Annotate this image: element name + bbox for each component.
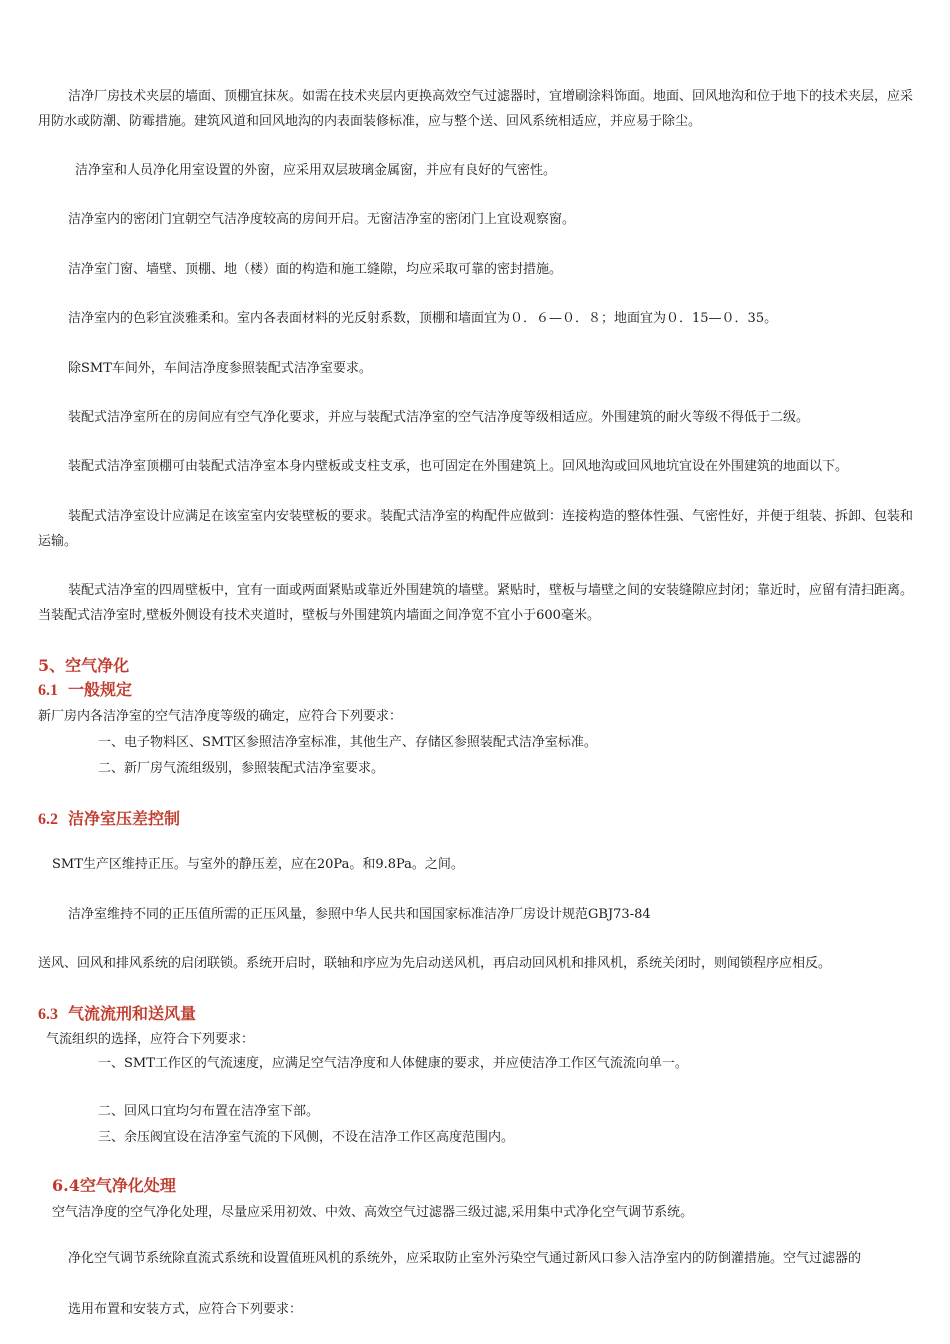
paragraph-assembled-room-requirement: 装配式洁净室所在的房间应有空气净化要求，并应与装配式洁净室的空气洁净度等级相适应。外围建筑的耐火等级不得低于二级。	[68, 410, 810, 425]
section-6-3-heading	[38, 1003, 196, 1026]
paragraph-seal-measures: 洁净室门窗、墙壁、顶棚、地（楼）面的构造和施工缝隙，均应采取可靠的密封措施。	[68, 262, 563, 277]
section-6-1-number: 6.1	[38, 682, 58, 699]
section-6-2-paragraph-3: 送风、回风和排风系统的启闭联锁。系统开启时，联轴和序应为先启动送风机，再启动回风机和排风机，系统关闭时，则闻锁程序应相反。	[38, 956, 832, 971]
paragraph-external-window: 洁净室和人员净化用室设置的外窗，应采用双层玻璃金属窗，并应有良好的气密性。	[75, 163, 557, 178]
section-6-1-item-2: 二、新厂房气流组级别，参照装配式洁净室要求。	[98, 761, 385, 776]
paragraph-assembled-ceiling: 装配式洁净室顶棚可由装配式洁净室本身内壁板或支柱支承，也可固定在外围建筑上。回风地沟或回风地坑宜设在外围建筑的地面以下。	[68, 459, 849, 474]
section-6-1-item-1: 一、电子物料区、SMT区参照洁净室标准，其他生产、存储区参照装配式洁净室标准。	[98, 735, 597, 750]
paragraph-assembled-design: 装配式洁净室设计应满足在该室室内安装壁板的要求。装配式洁净室的构配件应做到：连接构造的整体性强、气密性好，并便于组装、拆卸、包装和运输。	[38, 509, 914, 549]
paragraph-interlayer-finish: 洁净厂房技术夹层的墙面、顶棚宜抹灰。如需在技术夹层内更换高效空气过滤器时，宜增刷涂料饰面。地面、回风地沟和位于地下的技术夹层，应采用防水或防潮、防霉措施。建筑风道和回风地沟的内表面装修标准，应与整个送、回风系统相适应，并应易于除尘。	[38, 89, 914, 129]
section-6-2-heading	[38, 808, 180, 831]
section-6-4-heading: 6.4空气净化处理	[52, 1176, 176, 1195]
section-6-4-paragraph-2: 净化空气调节系统除直流式系统和设置值班风机的系统外，应采取防止室外污染空气通过新风口参入洁净室内的防倒灌措施。空气过滤器的	[68, 1251, 862, 1266]
section-6-3-title: 气流流刑和送风量	[68, 1004, 197, 1023]
paragraph-smt-workshop: 除SMT车间外，车间洁净度参照装配式洁净室要求。	[68, 361, 372, 376]
section-6-4-paragraph-1: 空气洁净度的空气净化处理，尽量应采用初效、中效、高效空气过滤器三级过滤,采用集中式净化空气调节系统。	[52, 1205, 694, 1220]
section-5-heading: 5、空气净化	[38, 656, 130, 675]
section-6-3-item-2: 二、回风口宜均匀布置在洁净室下部。	[98, 1104, 320, 1119]
section-6-4-paragraph-3: 选用布置和安装方式，应符合下列要求：	[68, 1302, 303, 1317]
section-6-1-intro: 新厂房内各洁净室的空气洁净度等级的确定，应符合下列要求：	[38, 709, 403, 724]
section-6-2-paragraph-1: SMT生产区维持正压。与室外的静压差，应在20Pa。和9.8Pa。之间。	[52, 857, 464, 872]
section-6-3-item-1: 一、SMT工作区的气流速度，应满足空气洁净度和人体健康的要求，并应使洁净工作区气流流向单一。	[98, 1056, 688, 1071]
section-6-1-heading	[38, 679, 132, 702]
paragraph-airtight-door: 洁净室内的密闭门宜朝空气洁净度较高的房间开启。无窗洁净室的密闭门上宜设观察窗。	[68, 212, 576, 227]
section-6-2-title: 洁净室压差控制	[68, 809, 181, 828]
section-6-3-intro: 气流组织的选择，应符合下列要求：	[46, 1032, 255, 1047]
section-6-1-title: 一般规定	[68, 680, 133, 699]
paragraph-assembled-wall-panels: 装配式洁净室的四周壁板中，宜有一面或两面紧贴或靠近外围建筑的墙壁。紧贴时，壁板与墙壁之间的安装缝隙应封闭；靠近时，应留有清扫距离。当装配式洁净室时,壁板外侧设有技术夹道时，壁板与外围建筑内墙面之间净宽不宜小于600毫米。	[38, 583, 914, 623]
section-6-3-item-3: 三、余压阀宜设在洁净室气流的下风侧，不设在洁净工作区高度范围内。	[98, 1130, 515, 1145]
section-6-2-number: 6.2	[38, 811, 58, 828]
section-6-2-paragraph-2: 洁净室维持不同的正压值所需的正压风量，参照中华人民共和国国家标准洁净厂房设计规范GBJ73-84	[68, 907, 651, 922]
paragraph-color-reflectance: 洁净室内的色彩宜淡雅柔和。室内各表面材料的光反射系数，顶棚和墙面宜为０．６—０．８；地面宜为０．15—０．35。	[68, 311, 778, 326]
section-6-3-number: 6.3	[38, 1006, 58, 1023]
